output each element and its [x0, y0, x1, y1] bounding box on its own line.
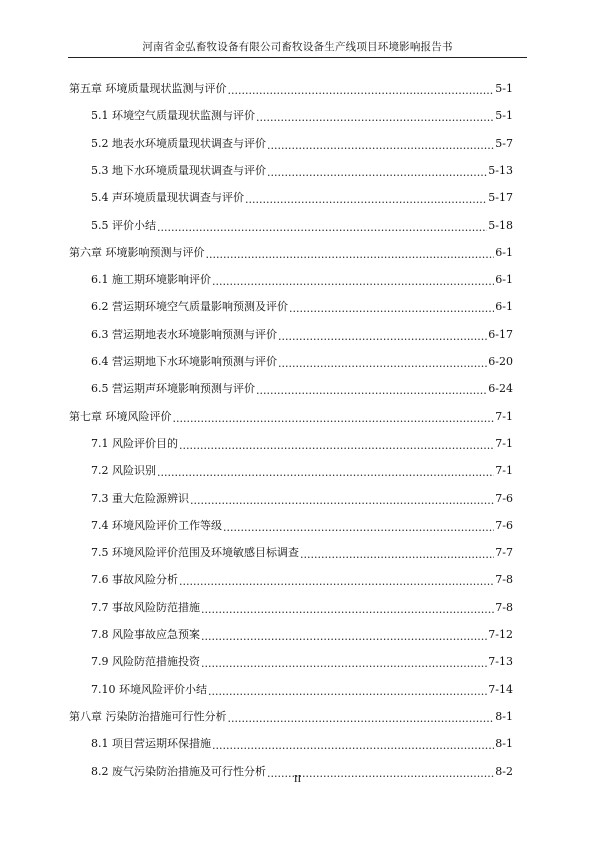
toc-page-number: 8-2	[495, 764, 513, 778]
toc-entry-label: 5.3 地下水环境质量现状调查与评价	[91, 163, 266, 177]
toc-dot-leader	[223, 519, 494, 533]
toc-entry-label: 5.4 声环境质量现状调查与评价	[91, 191, 244, 205]
toc-dot-leader	[201, 655, 487, 669]
toc-dot-leader	[157, 464, 494, 478]
toc-section-row[interactable]	[91, 490, 513, 508]
toc-page-number: 7-13	[488, 655, 513, 669]
toc-page-number: 5-7	[495, 136, 513, 150]
toc-section-row[interactable]	[91, 380, 513, 398]
toc-page-number: 7-14	[488, 682, 513, 696]
toc-entry-label: 7.7 事故风险防范措施	[91, 600, 200, 614]
toc-page-number: 6-24	[488, 382, 513, 396]
toc-section-row[interactable]	[91, 107, 513, 125]
toc-section-row[interactable]	[91, 626, 513, 644]
toc-page-number: 6-17	[488, 327, 513, 341]
toc-section-row[interactable]	[91, 681, 513, 699]
toc-page-number: 8-1	[495, 709, 513, 723]
toc-page-number: 5-1	[495, 109, 513, 123]
toc-section-row[interactable]	[91, 462, 513, 480]
toc-page-number: 7-7	[495, 546, 513, 560]
toc-page-number: 7-6	[495, 491, 513, 505]
toc-section-row[interactable]	[91, 735, 513, 753]
toc-section-row[interactable]	[91, 189, 513, 207]
toc-page-number: 6-1	[495, 273, 513, 287]
toc-entry-label: 7.8 风险事故应急预案	[91, 628, 200, 641]
toc-dot-leader	[201, 601, 494, 615]
toc-chapter-row[interactable]	[69, 80, 513, 98]
toc-entry-label: 8.2 废气污染防治措施及可行性分析	[91, 764, 266, 778]
toc-dot-leader	[256, 109, 494, 123]
toc-page-number: 6-20	[488, 355, 513, 368]
toc-entry-label: 6.1 施工期环境影响评价	[91, 273, 211, 287]
toc-page-number: 7-12	[488, 628, 513, 641]
toc-page-number: 7-1	[495, 436, 513, 450]
toc-dot-leader	[212, 273, 494, 287]
toc-entry-label: 7.9 风险防范措施投资	[91, 655, 200, 669]
toc-dot-leader	[267, 137, 494, 151]
header-divider	[68, 57, 527, 58]
toc-page-number: 7-1	[495, 464, 513, 478]
toc-dot-leader	[228, 710, 495, 724]
toc-section-row[interactable]	[91, 544, 513, 562]
toc-chapter-row[interactable]	[69, 244, 513, 262]
toc-dot-leader	[173, 410, 495, 424]
toc-dot-leader	[289, 300, 494, 314]
toc-dot-leader	[212, 737, 494, 751]
toc-section-row[interactable]	[91, 298, 513, 316]
toc-entry-label: 6.2 营运期环境空气质量影响预测及评价	[91, 300, 288, 314]
toc-section-row[interactable]	[91, 653, 513, 671]
toc-entry-label: 5.5 评价小结	[91, 218, 156, 232]
document-header: 河南省金弘畜牧设备有限公司畜牧设备生产线项目环境影响报告书	[142, 41, 453, 53]
toc-page-number: 7-6	[495, 518, 513, 532]
toc-page-number: 5-1	[495, 82, 513, 95]
toc-dot-leader	[179, 573, 494, 587]
toc-dot-leader	[208, 683, 487, 697]
toc-entry-label: 6.3 营运期地表水环境影响预测与评价	[91, 327, 277, 341]
toc-section-row[interactable]	[91, 135, 513, 153]
toc-entry-label: 第七章 环境风险评价	[69, 409, 172, 423]
toc-dot-leader	[179, 437, 494, 451]
toc-dot-leader	[228, 82, 495, 96]
toc-entry-label: 7.10 环境风险评价小结	[91, 682, 207, 696]
toc-page-number: 6-1	[495, 300, 513, 314]
toc-dot-leader	[256, 382, 487, 396]
toc-entry-label: 5.1 环境空气质量现状监测与评价	[91, 109, 255, 123]
toc-section-row[interactable]	[91, 162, 513, 180]
toc-entry-label: 第八章 污染防治措施可行性分析	[69, 709, 227, 723]
toc-dot-leader	[206, 246, 495, 260]
toc-page-number: 7-8	[495, 573, 513, 587]
toc-entry-label: 8.1 项目营运期环保措施	[91, 737, 211, 751]
toc-dot-leader	[300, 546, 494, 560]
toc-dot-leader	[190, 492, 494, 506]
toc-page-number: 5-18	[488, 218, 513, 232]
toc-entry-label: 第五章 环境质量现状监测与评价	[69, 82, 227, 95]
toc-page-number: 6-1	[495, 245, 513, 259]
toc-entry-label: 7.1 风险评价目的	[91, 436, 178, 450]
toc-section-row[interactable]	[91, 599, 513, 617]
toc-entry-label: 6.5 营运期声环境影响预测与评价	[91, 382, 255, 396]
toc-section-row[interactable]	[91, 517, 513, 535]
toc-dot-leader	[278, 355, 487, 369]
toc-section-row[interactable]	[91, 271, 513, 289]
toc-page-number: 5-17	[488, 191, 513, 205]
toc-chapter-row[interactable]	[69, 408, 513, 426]
toc-page-number: 5-13	[488, 163, 513, 177]
toc-dot-leader	[201, 628, 487, 642]
toc-section-row[interactable]	[91, 571, 513, 589]
toc-page-number: 8-1	[495, 737, 513, 751]
toc-page-number: 7-1	[495, 409, 513, 423]
toc-entry-label: 7.6 事故风险分析	[91, 573, 178, 587]
toc-entry-label: 6.4 营运期地下水环境影响预测与评价	[91, 355, 277, 368]
toc-entry-label: 第六章 环境影响预测与评价	[69, 245, 205, 259]
toc-chapter-row[interactable]	[69, 708, 513, 726]
toc-entry-label: 7.5 环境风险评价范围及环境敏感目标调查	[91, 546, 299, 560]
toc-section-row[interactable]	[91, 353, 513, 371]
toc-dot-leader	[267, 164, 487, 178]
toc-entry-label: 7.3 重大危险源辨识	[91, 491, 189, 505]
toc-entry-label: 5.2 地表水环境质量现状调查与评价	[91, 136, 266, 150]
toc-dot-leader	[278, 328, 487, 342]
toc-entry-label: 7.2 风险识别	[91, 464, 156, 478]
toc-section-row[interactable]	[91, 217, 513, 235]
toc-entry-label: 7.4 环境风险评价工作等级	[91, 518, 222, 532]
toc-section-row[interactable]	[91, 435, 513, 453]
toc-page-number: 7-8	[495, 600, 513, 614]
toc-dot-leader	[157, 219, 487, 233]
toc-dot-leader	[245, 191, 487, 205]
page-number: II	[293, 773, 302, 785]
toc-section-row[interactable]	[91, 326, 513, 344]
